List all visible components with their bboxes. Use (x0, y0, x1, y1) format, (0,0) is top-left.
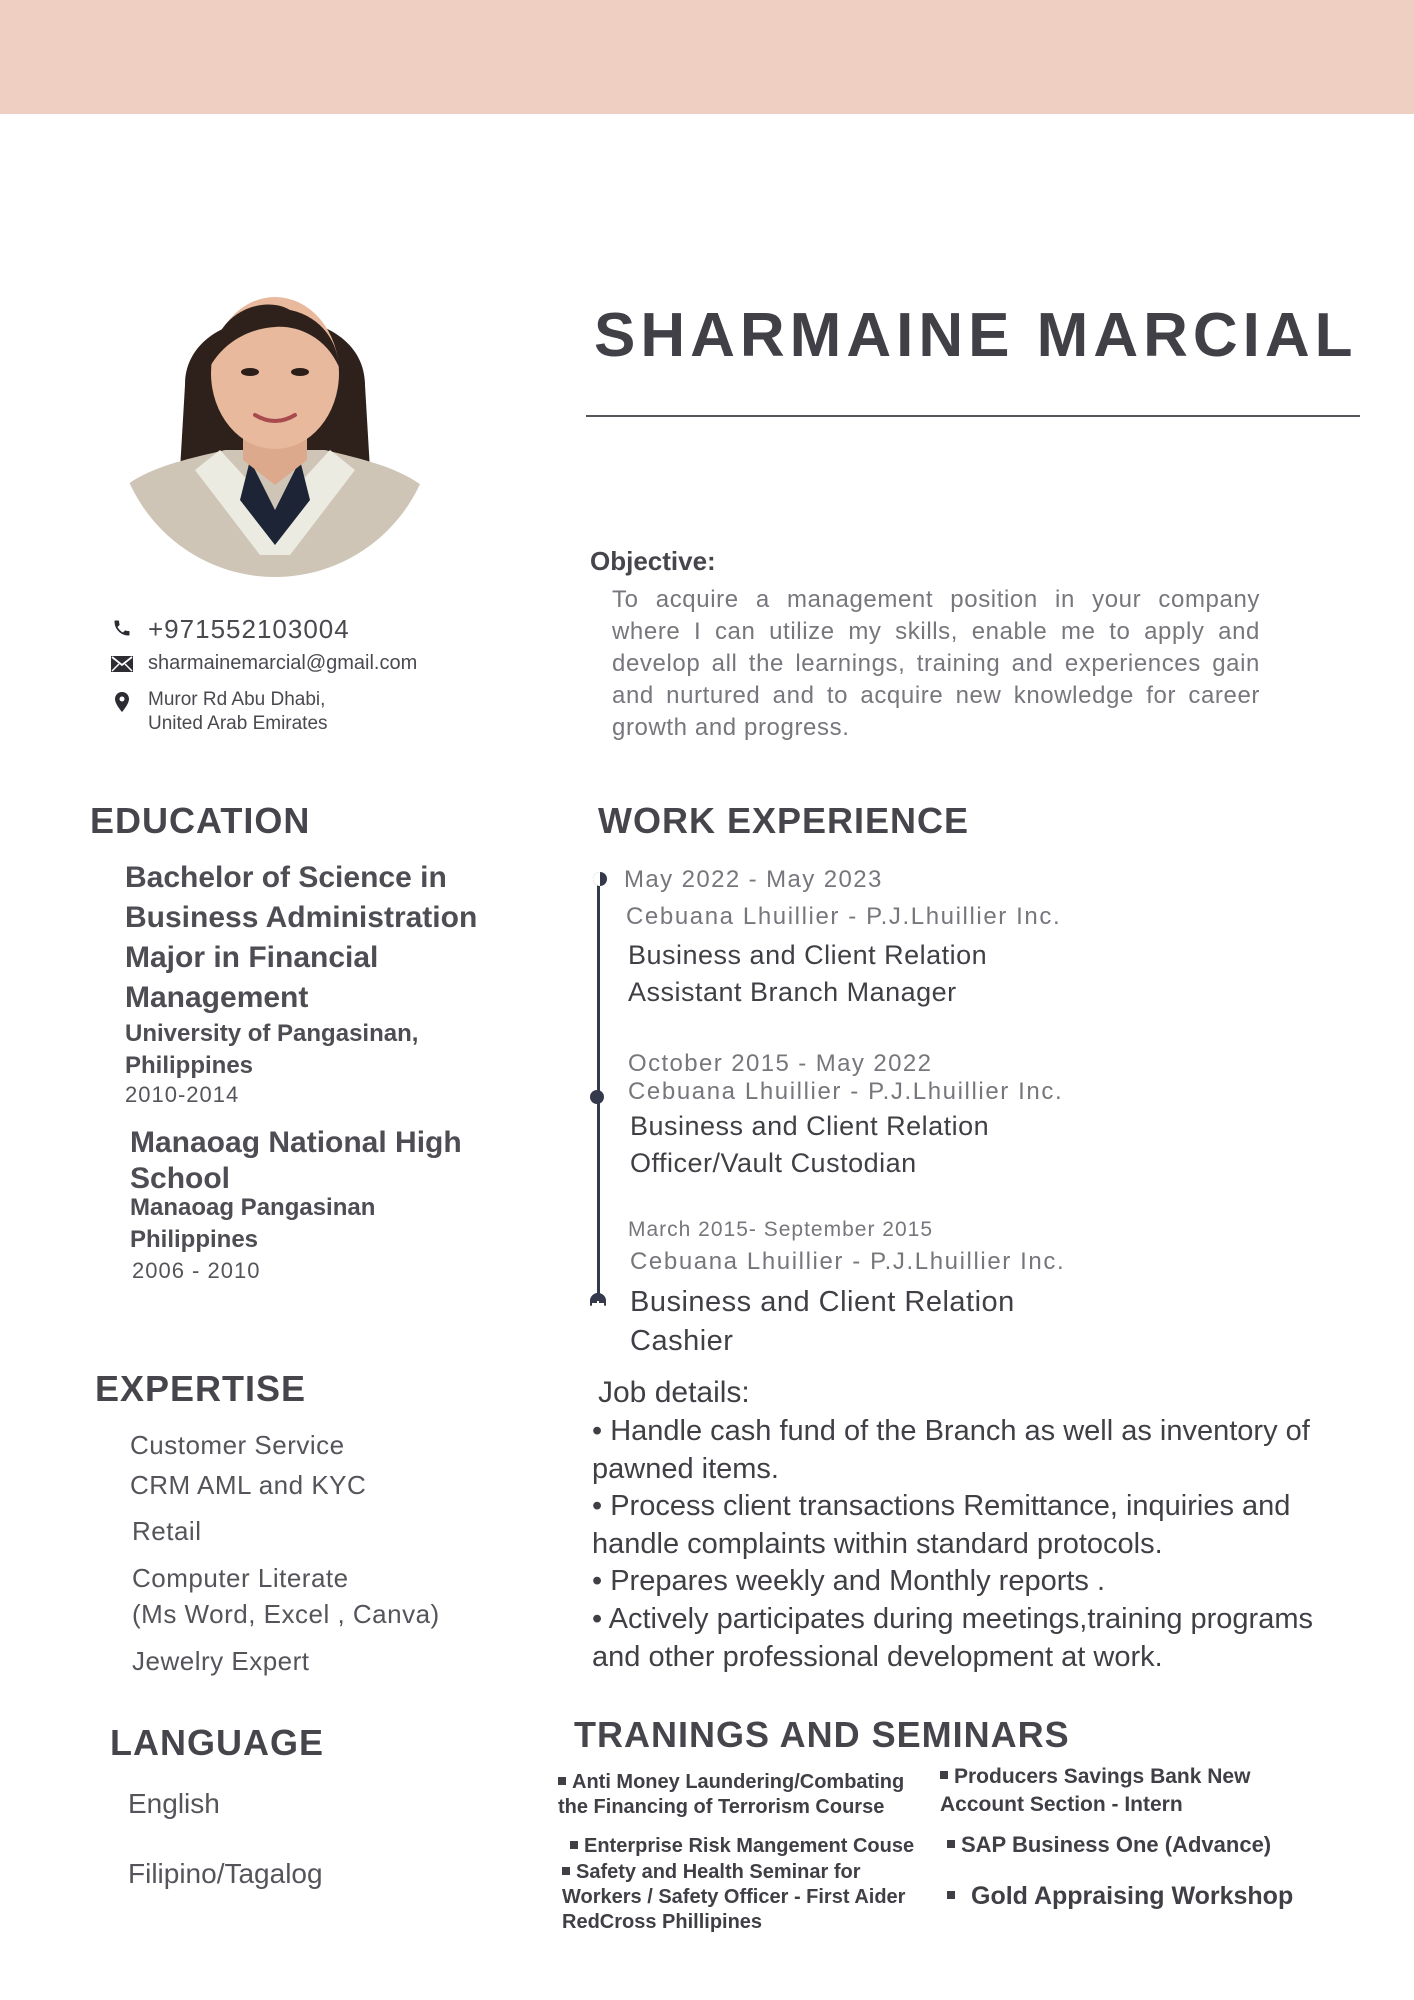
phone-icon (110, 614, 134, 638)
work-experience-title: WORK EXPERIENCE (598, 800, 970, 841)
training-right-3-text: Gold Appraising Workshop (971, 1882, 1294, 1910)
location-pin-icon (110, 688, 134, 712)
job-2-company: Cebuana Lhuillier - P.J.Lhuillier Inc. (628, 1078, 1064, 1105)
objective-title: Objective: (590, 546, 716, 576)
training-left-2 (570, 1834, 930, 1859)
trainings-title: TRANINGS AND SEMINARS (574, 1714, 1070, 1755)
timeline-start-dot-icon (592, 871, 608, 887)
email-address: sharmainemarcial@gmail.com (148, 652, 418, 674)
training-left-2-text: Enterprise Risk Mangement Couse (584, 1835, 915, 1857)
job-2-role (630, 1108, 989, 1182)
language-item-1: English (128, 1788, 220, 1819)
job-1-role (628, 937, 987, 1011)
education-years-1: 2010-2014 (125, 1082, 240, 1107)
objective-text: To acquire a management position in your company where I can utilize my skills, enable me to apply and develop all the learnings, training and experiences gain and nurtured and to acquire new knowledge for career growth and progress. (612, 586, 1260, 741)
address-line-2: United Arab Emirates (148, 713, 328, 734)
job-3-company: Cebuana Lhuillier - P.J.Lhuillier Inc. (630, 1248, 1066, 1275)
expertise-item-2: CRM AML and KYC (130, 1470, 367, 1500)
education-degree-2: Manaoag National High School (130, 1126, 462, 1195)
education-title: EDUCATION (90, 800, 311, 841)
square-bullet-icon (947, 1891, 955, 1899)
job-2-date: October 2015 - May 2022 (628, 1050, 933, 1077)
training-left-3 (562, 1860, 912, 1935)
mail-icon (110, 652, 134, 672)
phone-number: +971552103004 (148, 614, 350, 644)
training-right-3 (947, 1880, 1327, 1912)
training-left-1 (558, 1770, 928, 1820)
job-3-role-line-1: Business and Client Relation (630, 1286, 1015, 1318)
job-detail-item-1: • Handle cash fund of the Branch as well as inventory of pawned items. (592, 1415, 1310, 1485)
square-bullet-icon (940, 1771, 948, 1779)
job-1-company: Cebuana Lhuillier - P.J.Lhuillier Inc. (626, 903, 1062, 930)
job-1-role-line-2: Assistant Branch Manager (628, 977, 957, 1007)
timeline-middle-dot-icon (590, 1090, 604, 1104)
expertise-item-4: Computer Literate (132, 1563, 349, 1593)
training-left-3-text: Safety and Health Seminar for Workers / Safety Officer - First Aider RedCross Phillipines (562, 1861, 906, 1933)
job-2-role-line-1: Business and Client Relation (630, 1111, 990, 1141)
job-details-list (592, 1413, 1332, 1676)
training-right-2-text: SAP Business One (Advance) (961, 1832, 1272, 1857)
expertise-item-6: Jewelry Expert (132, 1646, 310, 1676)
education-years-2: 2006 - 2010 (132, 1258, 261, 1283)
education-degree-1: Bachelor of Science in Business Administration Major in Financial Management (125, 861, 478, 1014)
address-text (148, 688, 328, 736)
expertise-item-1: Customer Service (130, 1430, 345, 1460)
job-1-date: May 2022 - May 2023 (624, 866, 883, 893)
job-detail-item-2: • Process client transactions Remittance, inquiries and handle complaints within standard protocols. (592, 1490, 1291, 1560)
job-details-title: Job details: (598, 1376, 750, 1409)
address-line-1: Muror Rd Abu Dhabi, (148, 689, 326, 710)
education-school-1-line1: University of Pangasinan, (125, 1020, 419, 1047)
job-1-role-line-1: Business and Client Relation (628, 940, 988, 970)
training-right-1-text: Producers Savings Bank New Account Section - Intern (940, 1765, 1251, 1816)
expertise-item-5: (Ms Word, Excel , Canva) (132, 1599, 440, 1629)
language-title: LANGUAGE (110, 1722, 324, 1763)
contact-address (110, 688, 328, 736)
job-3-role (630, 1283, 1015, 1361)
candidate-name: SHARMAINE MARCIAL (594, 301, 1358, 370)
job-detail-item-4: • Actively participates during meetings,training programs and other professional development at work. (592, 1602, 1313, 1673)
job-detail-item-3: • Prepares weekly and Monthly reports . (592, 1565, 1106, 1598)
training-left-1-text: Anti Money Laundering/Combating the Financing of Terrorism Course (558, 1771, 905, 1818)
training-right-2 (947, 1832, 1297, 1857)
square-bullet-icon (570, 1841, 578, 1849)
education-school-2-line1: Manaoag Pangasinan (130, 1194, 376, 1221)
expertise-title: EXPERTISE (95, 1368, 307, 1409)
profile-photo (115, 255, 435, 577)
contact-phone (110, 614, 350, 645)
contact-email (110, 652, 417, 675)
language-item-2: Filipino/Tagalog (128, 1858, 323, 1889)
education-school-1-line2: Philippines (125, 1052, 254, 1079)
education-school-2-line2: Philippines (130, 1226, 259, 1253)
top-color-band (0, 0, 1414, 114)
job-3-role-line-2: Cashier (630, 1325, 734, 1357)
training-right-1 (940, 1763, 1290, 1819)
name-divider (586, 415, 1360, 417)
square-bullet-icon (947, 1840, 955, 1848)
expertise-item-3: Retail (132, 1516, 202, 1546)
timeline-end-dot-icon (589, 1292, 607, 1310)
job-3-date: March 2015- September 2015 (628, 1218, 933, 1241)
square-bullet-icon (562, 1867, 570, 1875)
job-2-role-line-2: Officer/Vault Custodian (630, 1148, 917, 1178)
square-bullet-icon (558, 1777, 566, 1785)
